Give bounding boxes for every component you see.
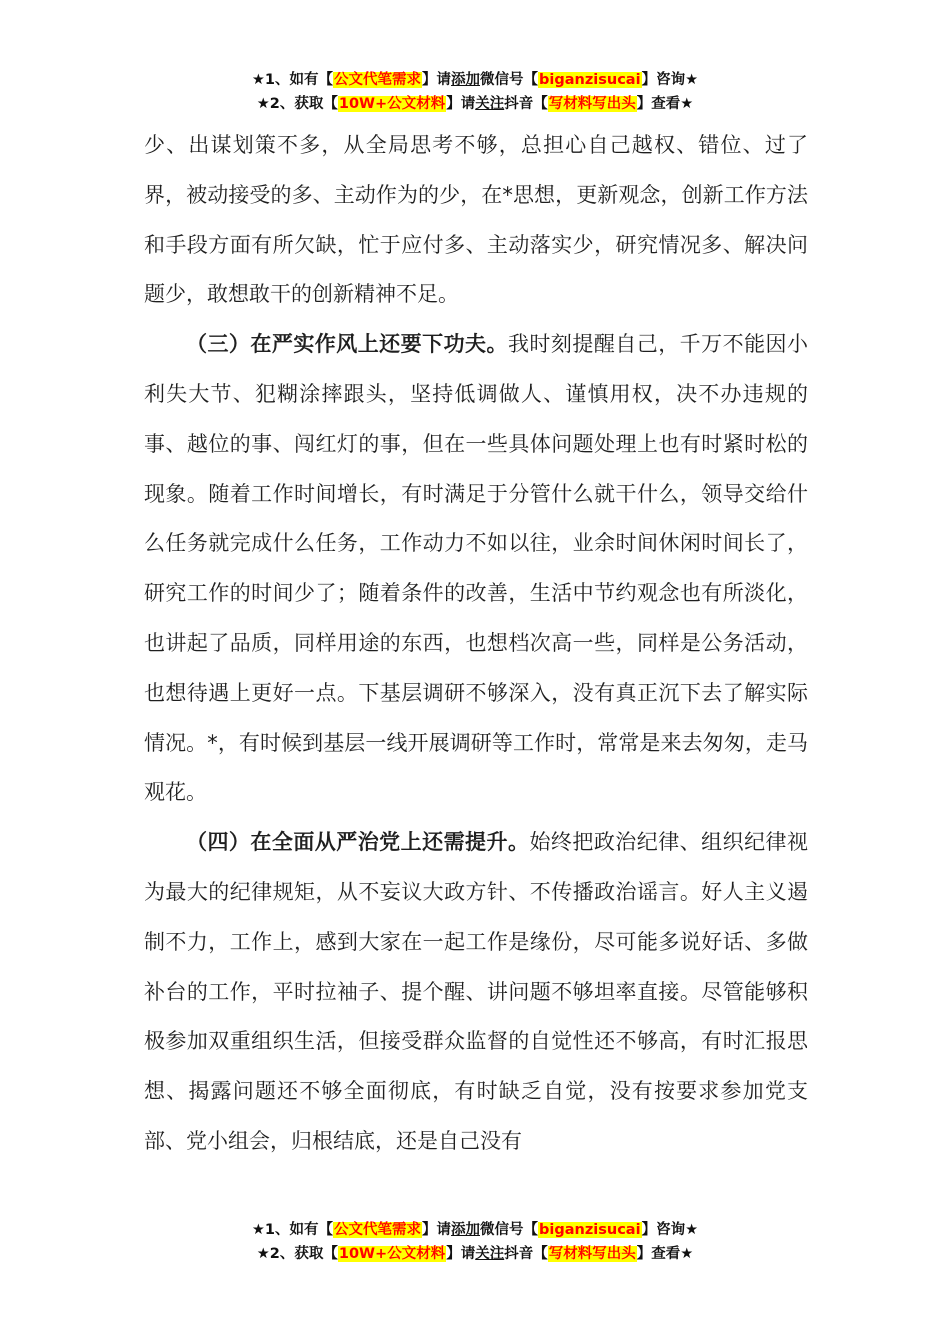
banner-highlight-service: 公文代笔需求	[334, 1222, 422, 1238]
section-heading-3: （三）在严实作风上还要下功夫。	[186, 332, 508, 357]
banner-highlight-douyin-id: 写材料写出头	[548, 1246, 636, 1262]
paragraph-text: 我时刻提醒自己，千万不能因小利失大节、犯糊涂摔跟头，坚持低调做人、谨慎用权，决不办违规的事、越位的事、闯红灯的事，但在一些具体问题处理上也有时紧时松的现象。随着工作时间增长，有时满足于分管什么就干什么，领导交给什么任务就完成什么任务，工作动力不如以往，业余时间休闲时间长了，研究工作的时间少了；随着条件的改善，生活中节约观念也有所淡化，也讲起了品质，同样用途的东西，也想档次高一些，同样是公务活动，也想待遇上更好一点。下基层调研不够深入，没有真正沉下去了解实际情况。*，有时候到基层一线开展调研等工作时，常常是来去匆匆，走马观花。	[144, 332, 809, 805]
banner-line-2-prefix: ★2、获取【	[256, 96, 338, 112]
paragraph-text: 少、出谋划策不多，从全局思考不够，总担心自己越权、错位、过了界，被动接受的多、主动作为的少，在*思想，更新观念，创新工作方法和手段方面有所欠缺，忙于应付多、主动落实少，研究情况多、解决问题少，敢想敢干的创新精神不足。	[144, 133, 808, 307]
banner-highlight-service: 公文代笔需求	[334, 72, 422, 88]
banner-line-2-suffix: 】查看★	[636, 1246, 694, 1262]
paragraph-text: 始终把政治纪律、组织纪律视为最大的纪律规矩，从不妄议大政方针、不传播政治谣言。好人主义遏制不力，工作上，感到大家在一起工作是缘份，尽可能多说好话、多做补台的工作，平时拉袖子、提个醒、讲问题不够坦率直接。尽管能够积极参加双重组织生活，但接受群众监督的自觉性还不够高，有时汇报思想、揭露问题还不够全面彻底，有时缺乏自觉，没有按要求参加党支部、党小组会，归根结底，还是自己没有	[144, 830, 809, 1153]
section-heading-4: （四）在全面从严治党上还需提升。	[186, 830, 530, 855]
document-body	[144, 121, 808, 1167]
banner-line-2-prefix: ★2、获取【	[256, 1246, 338, 1262]
banner-line-1-mid: 】请	[422, 72, 452, 88]
banner-line-2-mid: 】请	[446, 96, 476, 112]
paragraph-continued	[144, 121, 808, 320]
banner-line-2-mid2: 抖音【	[504, 96, 548, 112]
banner-underline-add: 添加	[451, 72, 481, 88]
banner-highlight-materials: 10W+公文材料	[338, 1246, 446, 1262]
footer-banner	[0, 1218, 950, 1266]
banner-line-1-prefix: ★1、如有【	[251, 1222, 334, 1238]
banner-line-1-prefix: ★1、如有【	[251, 72, 334, 88]
banner-line-1-suffix: 】咨询★	[641, 72, 699, 88]
banner-line-2-suffix: 】查看★	[636, 96, 694, 112]
banner-line-2-mid: 】请	[446, 1246, 476, 1262]
paragraph-section-3	[144, 320, 808, 818]
banner-line-1-mid2: 微信号【	[480, 72, 539, 88]
banner-highlight-wechat-id: biganzisucai	[539, 1222, 641, 1238]
banner-line-2	[0, 92, 950, 116]
banner-line-1	[0, 68, 950, 92]
banner-highlight-douyin-id: 写材料写出头	[548, 96, 636, 112]
banner-underline-follow: 关注	[475, 1246, 505, 1262]
banner-line-2-mid2: 抖音【	[504, 1246, 548, 1262]
banner-underline-add: 添加	[451, 1222, 481, 1238]
banner-line-1-suffix: 】咨询★	[641, 1222, 699, 1238]
banner-line-2	[0, 1242, 950, 1266]
banner-line-1	[0, 1218, 950, 1242]
banner-underline-follow: 关注	[475, 96, 505, 112]
banner-line-1-mid2: 微信号【	[480, 1222, 539, 1238]
banner-highlight-materials: 10W+公文材料	[338, 96, 446, 112]
header-banner	[0, 68, 950, 116]
paragraph-section-4	[144, 818, 808, 1167]
banner-line-1-mid: 】请	[422, 1222, 452, 1238]
banner-highlight-wechat-id: biganzisucai	[539, 72, 641, 88]
